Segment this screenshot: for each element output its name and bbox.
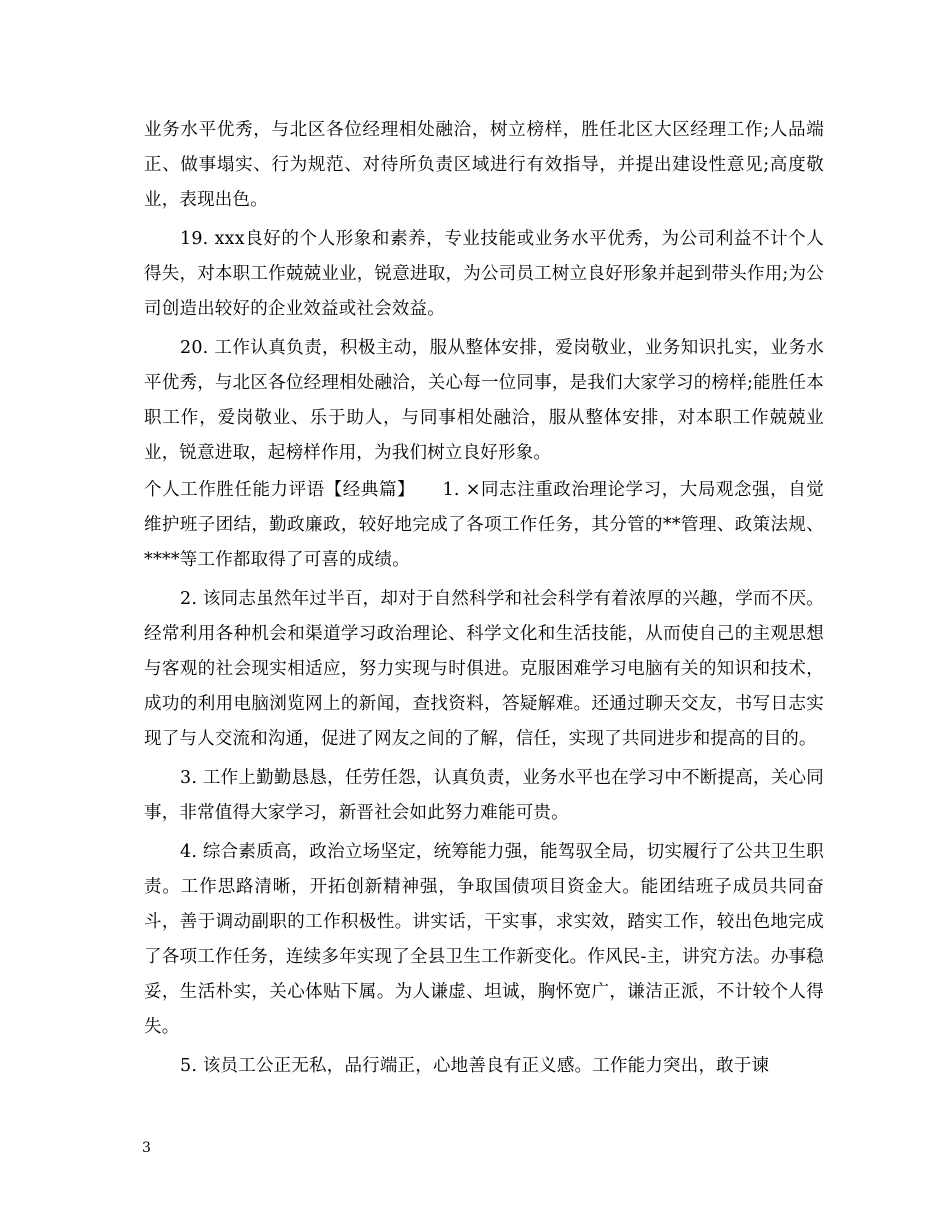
paragraph-section-heading-item-1: 个人工作胜任能力评语【经典篇】 1. ×同志注重政治理论学习，大局观念强，自觉维护班子团结，勤政廉政，较好地完成了各项工作任务，其分管的**管理、政策法规、****等工作都取得了可喜的成绩。 xyxy=(144,480,824,570)
paragraph-item-2: 2. 该同志虽然年过半百，却对于自然科学和社会科学有着浓厚的兴趣，学而不厌。经常利用各种机会和渠道学习政治理论、科学文化和生活技能，从而使自己的主观思想与客观的社会现实相适应，努力实现与时俱进。克服困难学习电脑有关的知识和技术，成功的利用电脑浏览网上的新闻，查找资料，答疑解难。还通过聊天交友，书写日志实现了与人交流和沟通，促进了网友之间的了解，信任，实现了共同进步和提高的目的。 xyxy=(144,589,824,749)
paragraph-item-20: 20. 工作认真负责，积极主动，服从整体安排，爱岗敬业，业务知识扎实，业务水平优秀，与北区各位经理相处融洽，关心每一位同事，是我们大家学习的榜样;能胜任本职工作，爱岗敬业、乐于助人，与同事相处融洽，服从整体安排，对本职工作兢兢业业，锐意进取，起榜样作用，为我们树立良好形象。 xyxy=(144,338,824,463)
paragraph-continuation: 业务水平优秀，与北区各位经理相处融洽，树立榜样，胜任北区大区经理工作;人品端正、做事塌实、行为规范、对待所负责区域进行有效指导，并提出建设性意见;高度敬业，表现出色。 xyxy=(144,120,824,210)
paragraph-item-5: 5. 该员工公正无私，品行端正，心地善良有正义感。工作能力突出，敢于谏 xyxy=(180,1056,770,1076)
paragraph-item-3: 3. 工作上勤勤恳恳，任劳任怨，认真负责，业务水平也在学习中不断提高，关心同事，非常值得大家学习，新晋社会如此努力难能可贵。 xyxy=(144,768,824,823)
page-number: 3 xyxy=(142,1140,151,1156)
paragraph-item-4: 4. 综合素质高，政治立场坚定，统筹能力强，能驾驭全局，切实履行了公共卫生职责。工作思路清晰，开拓创新精神强，争取国债项目资金大。能团结班子成员共同奋斗，善于调动副职的工作积极性。讲实话，干实事，求实效，踏实工作，较出色地完成了各项工作任务，连续多年实现了全县卫生工作新变化。作风民-主，讲究方法。办事稳妥，生活朴实，关心体贴下属。为人谦虚、坦诚，胸怀宽广，谦洁正派，不计较个人得失。 xyxy=(144,842,824,1037)
document-body xyxy=(144,113,824,1084)
paragraph-item-19: 19. xxx良好的个人形象和素养，专业技能或业务水平优秀，为公司利益不计个人得失，对本职工作兢兢业业，锐意进取，为公司员工树立良好形象并起到带头作用;为公司创造出较好的企业效益或社会效益。 xyxy=(144,229,824,319)
